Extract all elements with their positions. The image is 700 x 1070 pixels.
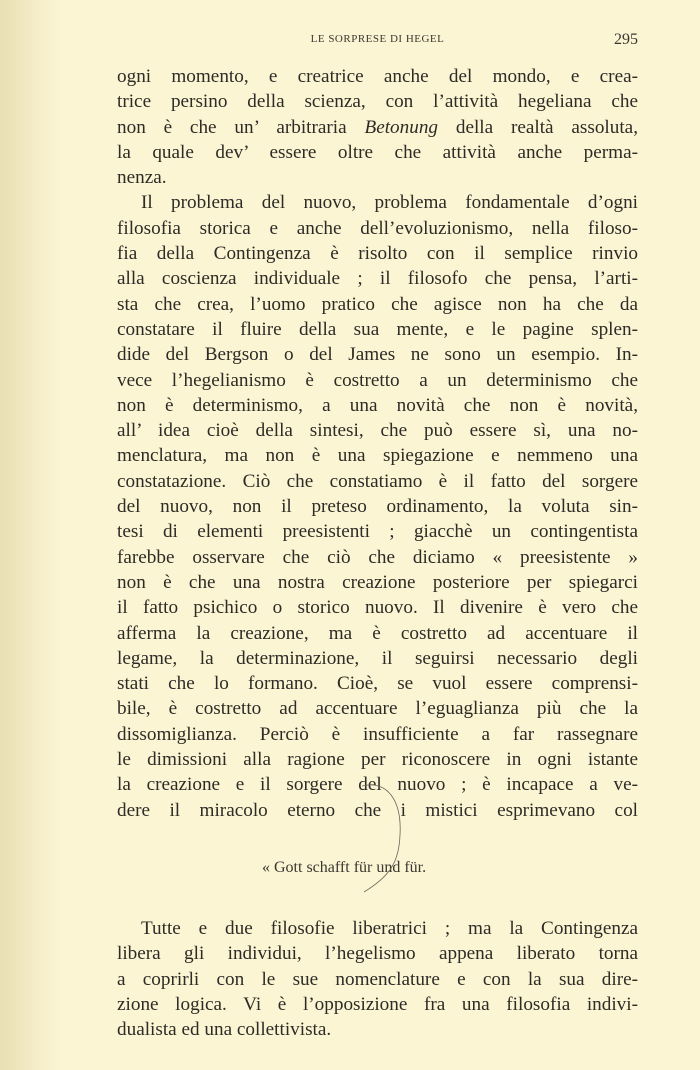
text-line: zione logica. Vi è l’opposizione fra una filosofia indivi- xyxy=(117,993,638,1015)
text-line: farebbe osservare che ciò che diciamo « preesistente » xyxy=(117,546,638,568)
running-title: LE SORPRESE DI HEGEL xyxy=(310,33,445,45)
quotation: « Gott schafft für und für. xyxy=(262,858,427,876)
text-line xyxy=(117,115,638,140)
binding-shadow xyxy=(0,0,60,1070)
text-line: il fatto psichico o storico nuovo. Il divenire è vero che xyxy=(117,597,638,619)
paragraph-3 xyxy=(117,916,638,1042)
paragraph-2 xyxy=(117,190,638,822)
text-line: dualista ed una collettivista. xyxy=(117,1019,332,1041)
running-head xyxy=(117,33,638,53)
text-line: tesi di elementi preesistenti ; giacchè un contingentista xyxy=(117,521,638,543)
text-line: non è che una nostra creazione posteriore per spiegarci xyxy=(117,571,638,593)
text-line: bile, è costretto ad accentuare l’eguaglianza più che la xyxy=(117,698,638,720)
text-line: le dimissioni alla ragione per riconoscere in ogni istante xyxy=(117,749,638,771)
page-number: 295 xyxy=(614,31,638,48)
text-line: fia della Contingenza è risolto con il semplice rinvio xyxy=(117,243,638,265)
text-line: la creazione e il sorgere del nuovo ; è incapace a ve- xyxy=(117,774,638,796)
text-line: Il problema del nuovo, problema fondamentale d’ogni xyxy=(141,192,638,214)
text-line: stati che lo formano. Cioè, se vuol essere comprensi- xyxy=(117,673,638,695)
text-line: Tutte e due filosofie liberatrici ; ma la Contingenza xyxy=(141,917,638,939)
text-line: afferma la creazione, ma è costretto ad accentuare il xyxy=(117,622,638,644)
italic-term: Betonung xyxy=(364,116,439,138)
text-line: filosofia storica e anche dell’evoluzionismo, nella filoso- xyxy=(117,217,638,239)
body-text xyxy=(117,64,638,1042)
text-fragment: non è che un’ arbitraria xyxy=(117,116,365,138)
text-line: la quale dev’ essere oltre che attività anche perma- xyxy=(117,141,638,163)
text-line: menclatura, ma non è una spiegazione e nemmeno una xyxy=(117,445,638,467)
text-line: alla coscienza individuale ; il filosofo che pensa, l’arti- xyxy=(117,268,638,290)
text-line: ogni momento, e creatrice anche del mondo, e crea- xyxy=(117,66,638,87)
quotation-block xyxy=(117,823,638,898)
text-fragment: della realtà assoluta, xyxy=(438,116,638,138)
paragraph-1 xyxy=(117,64,638,190)
text-line: dere il miracolo eterno che i mistici esprimevano col xyxy=(117,799,638,821)
text-line: libera gli individui, l’hegelismo appena liberato torna xyxy=(117,943,638,965)
text-line: constatare il fluire della sua mente, e le pagine splen- xyxy=(117,318,638,340)
text-line: a coprirli con le sue nomenclature e con la sua dire- xyxy=(117,968,638,990)
text-line: all’ idea cioè della sintesi, che può essere sì, una no- xyxy=(117,420,638,442)
text-line: legame, la determinazione, il seguirsi necessario degli xyxy=(117,647,638,669)
text-line: trice persino della scienza, con l’attività hegeliana che xyxy=(117,91,638,113)
text-line: constatazione. Ciò che constatiamo è il fatto del sorgere xyxy=(117,470,638,492)
text-line: sta che crea, l’uomo pratico che agisce non ha che da xyxy=(117,293,638,315)
text-line: non è determinismo, a una novità che non è novità, xyxy=(117,394,638,416)
text-line: dide del Bergson o del James ne sono un esempio. In- xyxy=(117,344,638,366)
paragraph-gap xyxy=(117,898,638,916)
text-line: nenza. xyxy=(117,167,167,189)
text-line: dissomiglianza. Perciò è insufficiente a far rassegnare xyxy=(117,723,638,745)
text-line: vece l’hegelianismo è costretto a un determinismo che xyxy=(117,369,638,391)
text-line: del nuovo, non il preteso ordinamento, la voluta sin- xyxy=(117,496,638,518)
